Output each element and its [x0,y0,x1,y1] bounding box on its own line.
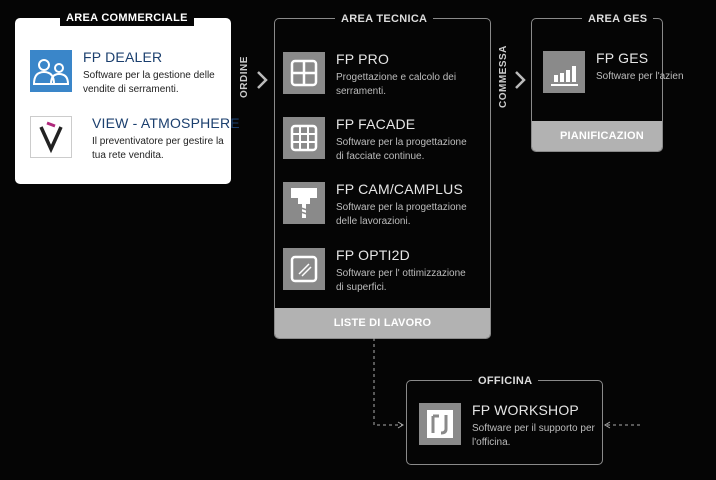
fp-ges-title: FP GES [596,50,649,66]
fp-opti2d-title: FP OPTI2D [336,247,410,263]
pianificazione-bar[interactable]: PIANIFICAZION [532,121,662,151]
fp-opti2d-desc: Software per l' ottimizzazione di superfici. [336,268,466,293]
fp-cam-desc: Software per la progettazione delle lavorazioni. [336,202,467,227]
view-atmosphere-title: VIEW - ATMOSPHERE [92,115,240,131]
workshop-logo-icon [419,403,461,445]
area-gestionale-title: AREA GES [582,11,653,27]
fp-dealer-title: FP DEALER [83,49,163,65]
fp-facade-title: FP FACADE [336,116,416,132]
area-commerciale-title: AREA COMMERCIALE [60,10,194,26]
fp-pro-desc: Progettazione e calcolo dei serramenti. [336,72,457,97]
area-tecnica-title: AREA TECNICA [335,11,433,27]
fp-workshop-title: FP WORKSHOP [472,402,579,418]
fp-cam-title: FP CAM/CAMPLUS [336,181,464,197]
officina-panel [406,375,603,465]
fp-facade-desc: Software per la progettazione di facciate continue. [336,137,467,162]
officina-title: OFFICINA [472,373,538,389]
liste-di-lavoro-bar[interactable]: LISTE DI LAVORO [275,308,490,338]
ordine-label: ORDINE [239,56,250,98]
fp-pro-title: FP PRO [336,51,390,67]
view-atmosphere-desc: Il preventivatore per gestire la tua rete vendita. [92,136,224,161]
fp-ges-desc: Software per l'azien [596,71,684,82]
fp-workshop-desc: Software per il supporto per l'officina. [472,423,595,448]
commessa-label: COMMESSA [498,45,509,108]
fp-dealer-desc: Software per la gestione delle vendite di serramenti. [83,70,215,95]
